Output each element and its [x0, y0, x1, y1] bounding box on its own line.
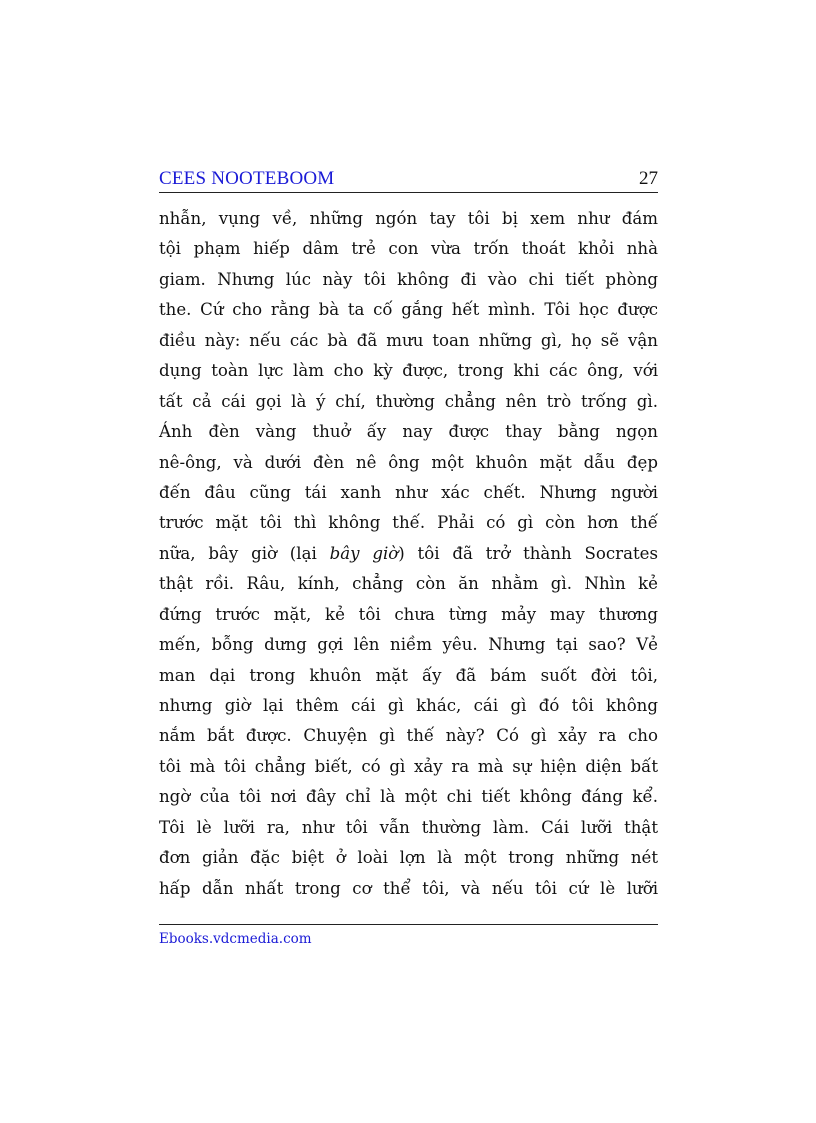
text-line: đến đâu cũng tái xanh như xác chết. Nhưng người [159, 482, 658, 502]
text-line: dụng toàn lực làm cho kỳ được, trong khi các ông, với [159, 361, 658, 381]
text-line: ngờ của tôi nơi đây chỉ là một chi tiết không đáng kể. [159, 787, 658, 807]
text-line: nắm bắt được. Chuyện gì thế này? Có gì xảy ra cho [159, 726, 658, 746]
text-line: Tôi lè lưỡi ra, như tôi vẫn thường làm. Cái lưỡi thật [159, 817, 658, 837]
body-text [159, 204, 658, 904]
text-line: nê-ông, và dưới đèn nê ông một khuôn mặt dẫu đẹp [159, 452, 658, 472]
text-line: tất cả cái gọi là ý chí, thường chẳng nên trò trống gì. [159, 391, 658, 411]
text-line: thật rồi. Râu, kính, chẳng còn ăn nhằm gì. Nhìn kẻ [159, 574, 658, 594]
text-line: the. Cứ cho rằng bà ta cố gắng hết mình. Tôi học được [159, 300, 658, 320]
text-line: hấp dẫn nhất trong cơ thể tôi, và nếu tôi cứ lè lưỡi [159, 878, 658, 898]
text-line-with-italic [159, 539, 658, 569]
text-line: tôi mà tôi chẳng biết, có gì xảy ra mà sự hiện diện bất [159, 756, 658, 776]
italic-emphasis: bây giờ [329, 543, 399, 563]
text-line: man dại trong khuôn mặt ấy đã bám suốt đời tôi, [159, 665, 658, 685]
text-line: nhẫn, vụng về, những ngón tay tôi bị xem như đám [159, 209, 658, 228]
text-line: điều này: nếu các bà đã mưu toan những gì, họ sẽ vận [159, 330, 658, 350]
running-header [159, 168, 658, 193]
text-line: mến, bỗng dưng gợi lên niềm yêu. Nhưng tại sao? Vẻ [159, 635, 658, 655]
text-segment: ) tôi đã trở thành Socrates [398, 543, 658, 563]
text-line: đứng trước mặt, kẻ tôi chưa từng mảy may thương [159, 604, 658, 624]
page-number: 27 [639, 168, 658, 189]
footer-divider [159, 924, 658, 925]
text-line: trước mặt tôi thì không thế. Phải có gì còn hơn thế [159, 513, 658, 533]
footer-source-link[interactable]: Ebooks.vdcmedia.com [159, 931, 312, 947]
text-line: giam. Nhưng lúc này tôi không đi vào chi tiết phòng [159, 269, 658, 289]
text-line: đơn giản đặc biệt ở loài lợn là một trong những nét [159, 848, 658, 868]
text-line: Ánh đèn vàng thuở ấy nay được thay bằng ngọn [159, 422, 658, 442]
text-line: nhưng giờ lại thêm cái gì khác, cái gì đó tôi không [159, 696, 658, 715]
text-segment: nữa, bây giờ (lại [159, 543, 330, 563]
text-line: tội phạm hiếp dâm trẻ con vừa trốn thoát khỏi nhà [159, 239, 658, 259]
header-author-name: CEES NOOTEBOOM [159, 168, 335, 189]
